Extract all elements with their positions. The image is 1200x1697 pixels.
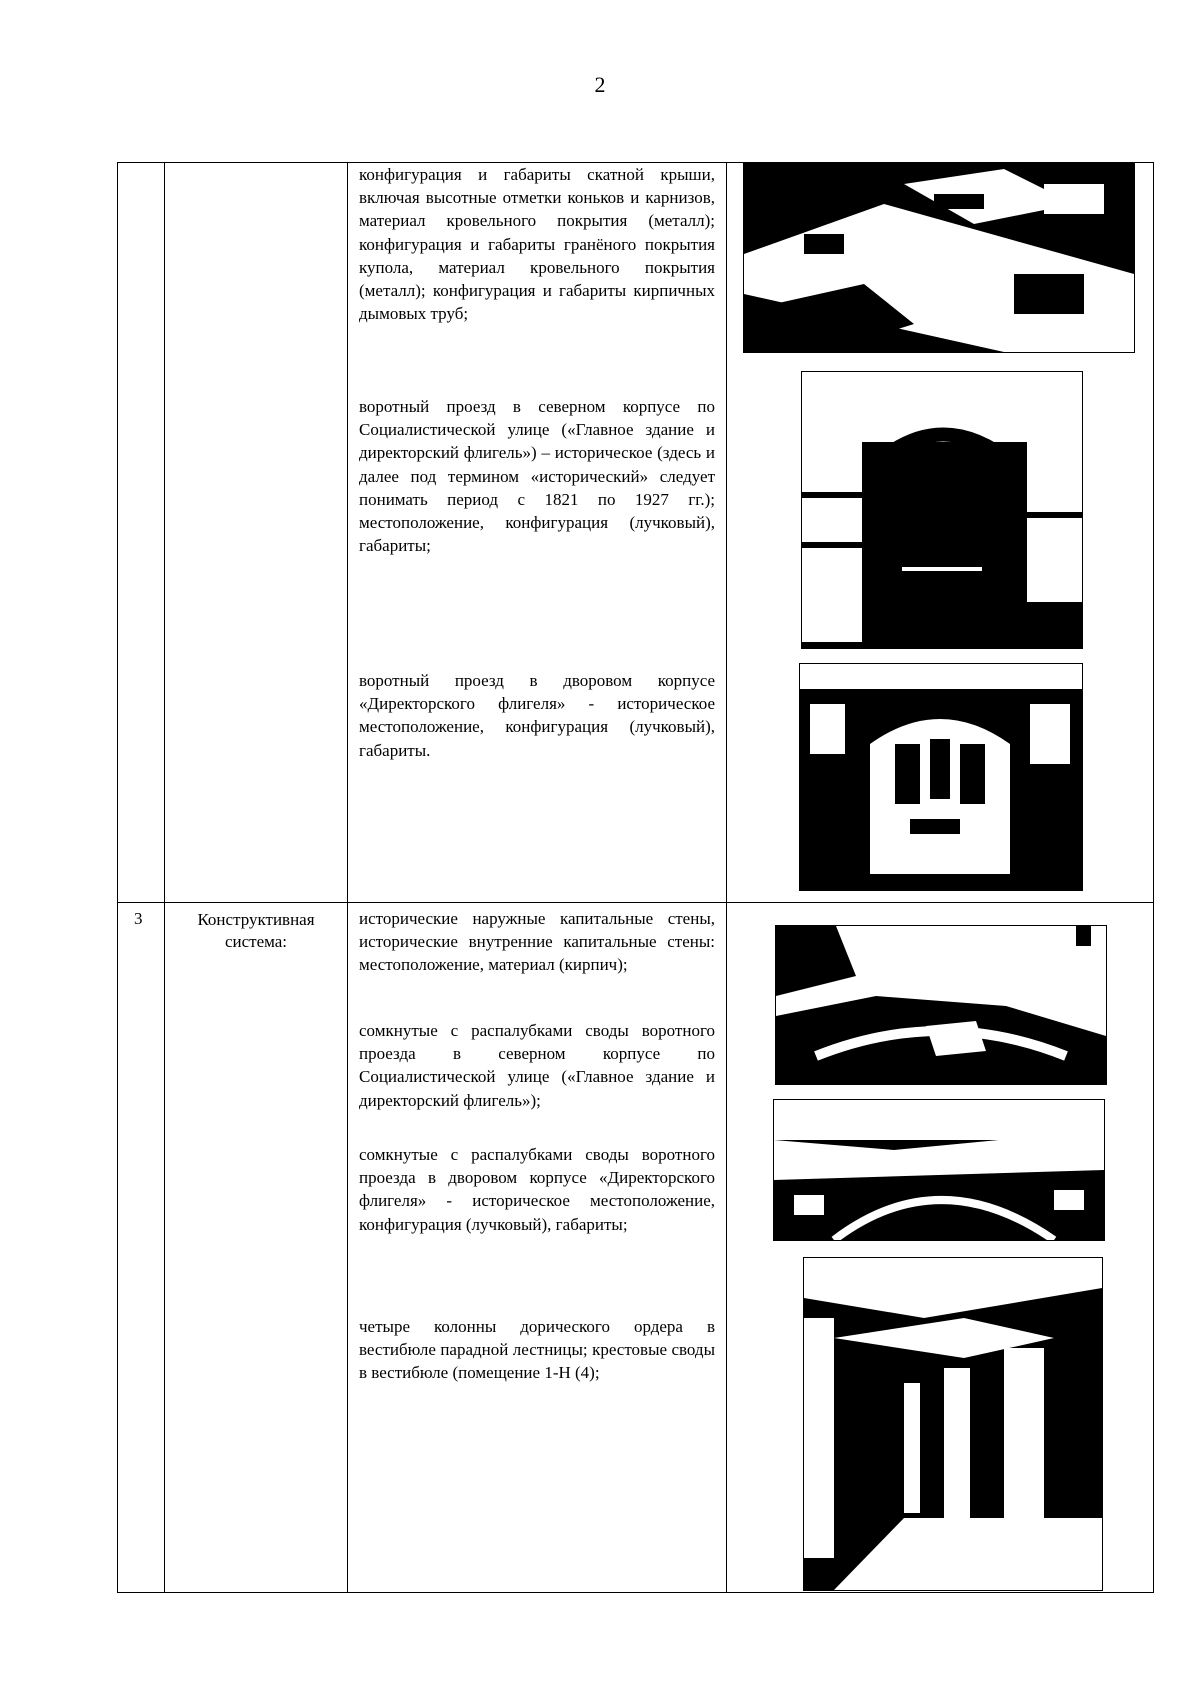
courtyard-vault-photo — [773, 1099, 1105, 1241]
row-number-cell — [118, 163, 165, 903]
north-vault-photo — [775, 925, 1107, 1085]
row-number: 3 — [134, 909, 143, 928]
row-name-cell — [165, 903, 348, 1593]
description-paragraph: четыре колонны дорического ордера в вестибюле парадной лестницы; крестовые своды в вестибюле (помещение 1-Н (4); — [359, 1317, 715, 1383]
description-paragraph: сомкнутые с распалубками своды воротного проезда в северном корпусе по Социалистической улице («Главное здание и директорский флигель»); — [359, 1021, 715, 1110]
description-cell — [348, 163, 727, 903]
table-row — [118, 903, 1154, 1593]
courtyard-gateway-photo — [799, 663, 1083, 891]
row-name: Конструктивная система: — [197, 910, 315, 951]
description-paragraph: воротный проезд в дворовом корпусе «Директорского флигеля» - историческое местоположение, конфигурация (лучковый), габариты. — [359, 671, 715, 760]
description-paragraph: сомкнутые с распалубками своды воротного проезда в дворовом корпусе «Директорского флигеля» - историческое местоположение, конфигурация (лучковый), габариты; — [359, 1145, 715, 1234]
row-name — [165, 163, 347, 169]
description-cell — [348, 903, 727, 1593]
photo-cell — [727, 903, 1154, 1593]
page-number: 2 — [594, 72, 606, 97]
description-paragraph: конфигурация и габариты скатной крыши, включая высотные отметки коньков и карнизов, материал кровельного покрытия (металл); конфигурация и габариты гранёного покрытия купола, материал кровельного покрытия (металл); конфигурация и габариты кирпичных дымовых труб; — [359, 165, 715, 324]
row-number-cell — [118, 903, 165, 1593]
table-row — [118, 163, 1154, 903]
row-name-cell — [165, 163, 348, 903]
vestibule-columns-photo — [803, 1257, 1103, 1591]
roof-aerial-photo — [743, 163, 1135, 353]
monument-subject-table — [117, 162, 1154, 1593]
north-gateway-photo — [801, 371, 1083, 649]
description-paragraph: воротный проезд в северном корпусе по Социалистической улице («Главное здание и директорский флигель») – историческое (здесь и далее под термином «исторический» следует понимать период с 1821 по 1927 гг.); местоположение, конфигурация (лучковый), габариты; — [359, 397, 715, 556]
photo-cell — [727, 163, 1154, 903]
row-number — [118, 163, 164, 169]
description-paragraph: исторические наружные капитальные стены, исторические внутренние капитальные стены: местоположение, материал (кирпич); — [359, 909, 715, 975]
